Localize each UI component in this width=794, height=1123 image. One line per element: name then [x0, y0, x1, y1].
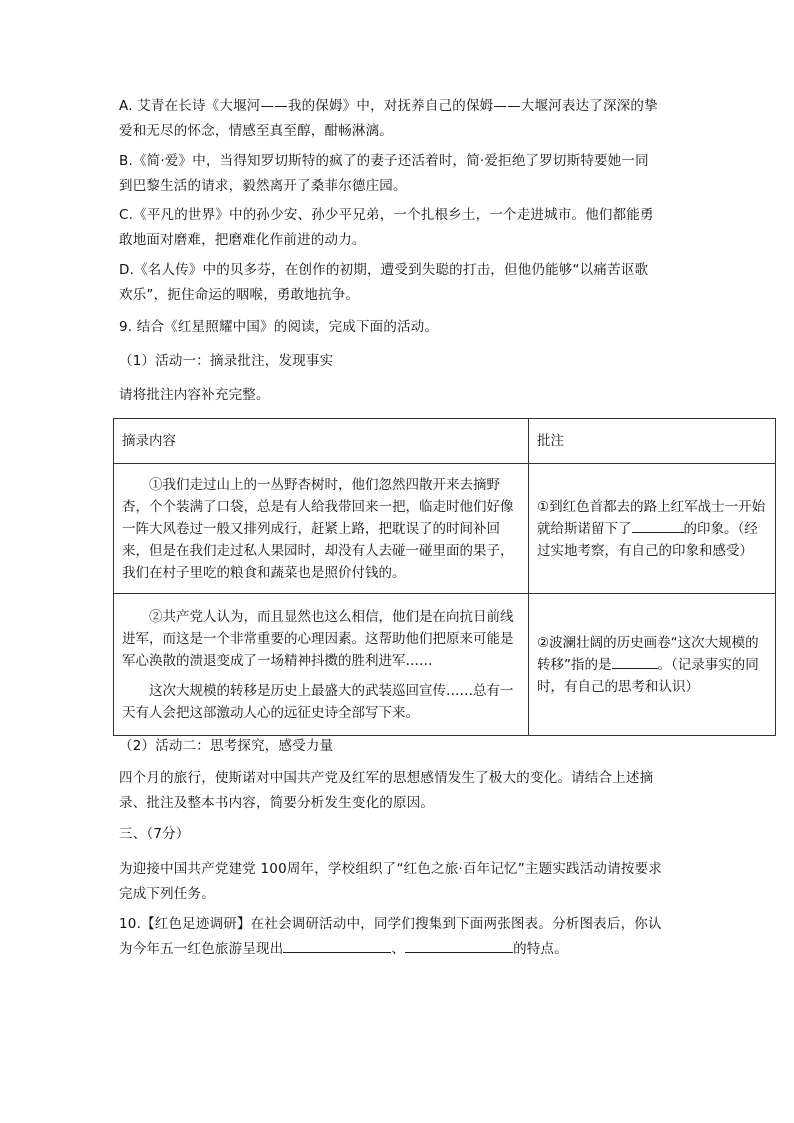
excerpt-cell-1	[114, 464, 529, 594]
q10-line1: 10.【红色足迹调研】在社会调研活动中，同学们搜集到下面两张图表。分析图表后，你认	[119, 916, 662, 932]
q10-sep: 、	[391, 941, 406, 957]
q9-activity2: （2）活动二：思考探究，感受力量	[119, 738, 334, 754]
note-2-text-a: ②波澜壮阔的历史画卷“这次大规模的转移”指的是	[537, 634, 759, 673]
q10-line2	[119, 937, 679, 962]
note-2-text-b: 。（记录事实的同时，有自己的思考和认识）	[537, 656, 759, 695]
answer-blank-1[interactable]	[632, 518, 684, 533]
note-cell-1	[529, 464, 776, 594]
q10	[119, 912, 679, 962]
excerpt-text-2a: ②共产党人认为，而且显然也这么相信，他们是在向抗日前线进军，而这是一个非常重要的心理因素。这帮助他们把原来可能是军心涣散的溃退变成了一场精神抖擞的胜利进军……	[122, 608, 514, 669]
option-c	[119, 203, 679, 253]
section3-intro	[119, 857, 679, 907]
note-cell-2	[529, 594, 776, 736]
option-d	[119, 258, 679, 308]
table-header-excerpt: 摘录内容	[114, 419, 529, 464]
option-b-line2: 到巴黎生活的请求，毅然离开了桑菲尔德庄园。	[119, 178, 407, 194]
q9-activity1: （1）活动一：摘录批注，发现事实	[119, 353, 334, 369]
section3-intro-line2: 完成下列任务。	[119, 886, 215, 902]
q9-prompt-line2: 录、批注及整本书内容，简要分析发生变化的原因。	[119, 795, 435, 811]
option-c-line2: 敢地面对磨难，把磨难化作前进的动力。	[119, 232, 366, 248]
option-d-line2: 欢乐”，扼住命运的咽喉，勇敢地抗争。	[119, 287, 360, 303]
excerpt-annotation-table	[113, 418, 776, 736]
q10-text-a: 为今年五一红色旅游呈现出	[119, 941, 284, 957]
section3-intro-line1: 为迎接中国共产党建党 100周年，学校组织了“红色之旅·百年记忆”主题实践活动请按要求	[119, 861, 662, 877]
option-d-line1: D.《名人传》中的贝多芬，在创作的初期，遭受到失聪的打击，但他仍能够“以痛苦讴歌	[119, 262, 649, 278]
option-a	[119, 94, 679, 144]
section3-heading: 三、（7分）	[119, 826, 190, 842]
excerpt-cell-2	[114, 594, 529, 736]
q9-instruction: 请将批注内容补充完整。	[119, 387, 270, 403]
table-row	[114, 594, 776, 736]
answer-blank-3[interactable]	[283, 938, 391, 953]
excerpt-text-2b: 这次大规模的转移是历史上最盛大的武装巡回宣传……总有一天有人会把这部激动人心的远征史诗全部写下来。	[122, 682, 514, 721]
option-a-line2: 爱和无尽的怀念，情感至真至醇，酣畅淋漓。	[119, 123, 393, 139]
note-1-text-a: ①到红色首都去的路上红军战士一开始就给斯诺留下了	[537, 498, 766, 537]
note-1-text-b: 的印象。（经过实地考察，有自己的印象和感受）	[537, 520, 758, 559]
option-b	[119, 149, 679, 199]
q10-text-b: 的特点。	[513, 941, 568, 957]
table-header-note: 批注	[529, 419, 776, 464]
option-a-line1: A. 艾青在长诗《大堰河——我的保姆》中，对抚养自己的保姆——大堰河表达了深深的挚	[119, 98, 658, 114]
q9-prompt	[119, 766, 679, 816]
option-c-line1: C.《平凡的世界》中的孙少安、孙少平兄弟，一个扎根乡土，一个走进城市。他们都能勇	[119, 207, 654, 223]
table-row	[114, 464, 776, 594]
excerpt-text-1: ①我们走过山上的一丛野杏树时，他们忽然四散开来去摘野杏，个个装满了口袋，总是有人给我带回来一把，临走时他们好像一阵大风卷过一般又排列成行，赶紧上路，把耽误了的时间补回来，但是在我们走过私人果园时，却没有人去碰一碰里面的果子，我们在村子里吃的粮食和蔬菜也是照价付钱的。	[122, 476, 514, 581]
answer-blank-4[interactable]	[405, 938, 513, 953]
option-b-line1: B.《简·爱》中，当得知罗切斯特的疯了的妻子还活着时，简·爱拒绝了罗切斯特要她一同	[119, 153, 649, 169]
answer-blank-2[interactable]	[612, 654, 658, 669]
q9-prompt-line1: 四个月的旅行，使斯诺对中国共产党及红军的思想感情发生了极大的变化。请结合上述摘	[119, 770, 654, 786]
q9-title: 9. 结合《红星照耀中国》的阅读，完成下面的活动。	[119, 319, 439, 335]
